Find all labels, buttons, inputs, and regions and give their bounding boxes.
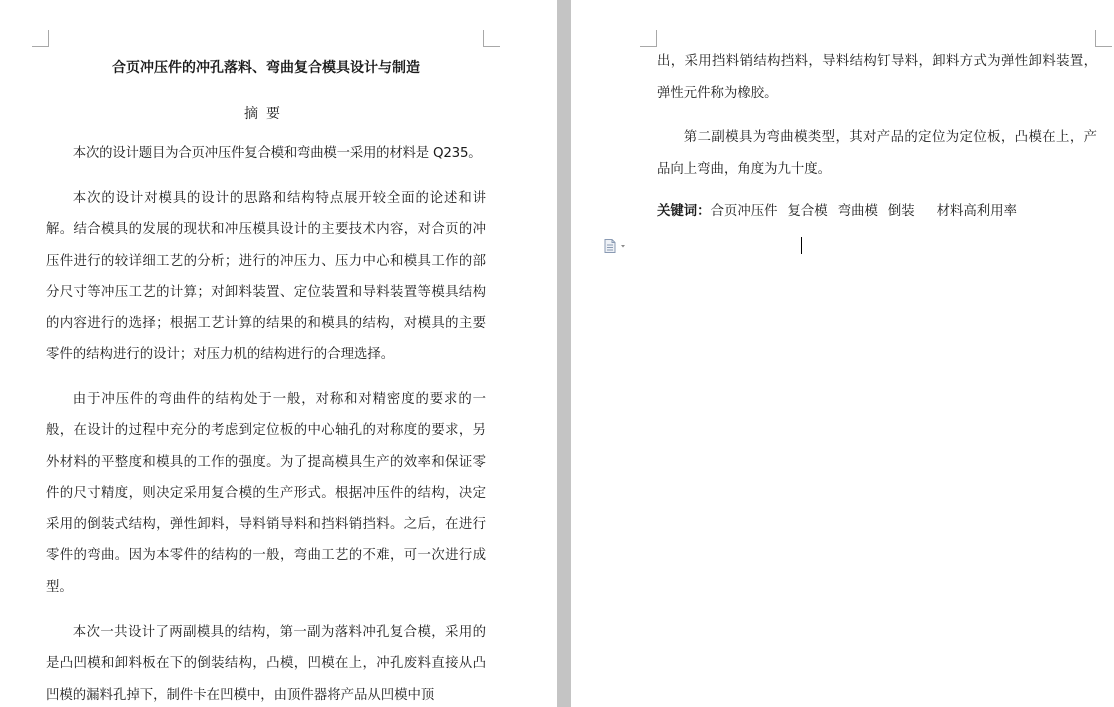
keyword: 弯曲模: [837, 204, 878, 219]
corner-mark-top-left: [32, 30, 49, 47]
text-cursor: [801, 237, 802, 254]
keyword: 合页冲压件: [710, 204, 778, 219]
abstract-paragraph: 由于冲压件的弯曲件的结构处于一般，对称和对精密度的要求的一般，在设计的过程中充分的考虑到定位板的中心轴孔的对称度的要求，另外材料的平整度和模具的工作的强度。为了提高模具生产的效率和保证零件的尺寸精度，则决定采用复合模的生产形式。根据冲压件的结构，决定采用的倒装式结构，弹性卸料，导料销导料和挡料销挡料。之后，在进行零件的弯曲。因为本零件的结构的一般，弯曲工艺的不难，可一次进行成型。: [46, 392, 486, 595]
abstract-paragraph: 第二副模具为弯曲模类型，其对产品的定位为定位板，凸模在上，产品向上弯曲，角度为九十度。: [657, 130, 1097, 177]
abstract-heading: 摘要: [244, 106, 288, 122]
corner-mark-top-right: [1095, 30, 1112, 47]
keyword: 复合模: [787, 204, 828, 219]
abstract-paragraph: 出，采用挡料销结构挡料，导料结构钉导料，卸料方式为弹性卸料装置，弹性元件称为橡胶。: [657, 54, 1097, 101]
document-title: 合页冲压件的冲孔落料、弯曲复合模具设计与制造: [112, 60, 420, 76]
keywords-line: [657, 201, 1027, 223]
keyword: 材料高利用率: [936, 204, 1017, 219]
document-icon-glyph: [604, 239, 628, 253]
corner-mark-top-left: [640, 30, 657, 47]
keywords-label: 关键词：: [657, 204, 711, 219]
abstract-paragraph: 本次一共设计了两副模具的结构，第一副为落料冲孔复合模，采用的是凸凹模和卸料板在下的倒装结构，凸模，凹模在上，冲孔废料直接从凸凹模的漏料孔掉下，制件卡在凹模中，由顶件器将产品从凹模中顶: [46, 625, 486, 703]
document-icon[interactable]: [604, 238, 628, 252]
page-separator: [557, 0, 571, 707]
corner-mark-top-right: [483, 30, 500, 47]
keyword: 倒装: [887, 204, 915, 219]
document-page-right[interactable]: [571, 0, 1114, 707]
abstract-paragraph: 本次的设计题目为合页冲压件复合模和弯曲模一采用的材料是 Q235。: [72, 146, 482, 161]
abstract-paragraph: 本次的设计对模具的设计的思路和结构特点展开较全面的论述和讲解。结合模具的发展的现状和冲压模具设计的主要技术内容，对合页的冲压件进行的较详细工艺的分析；进行的冲压力、压力中心和模具工作的部分尺寸等冲压工艺的计算；对卸料装置、定位装置和导料装置等模具结构的内容进行的选择；根据工艺计算的结果的和模具的结构，对模具的主要零件的结构进行的设计；对压力机的结构进行的合理选择。: [46, 191, 486, 363]
